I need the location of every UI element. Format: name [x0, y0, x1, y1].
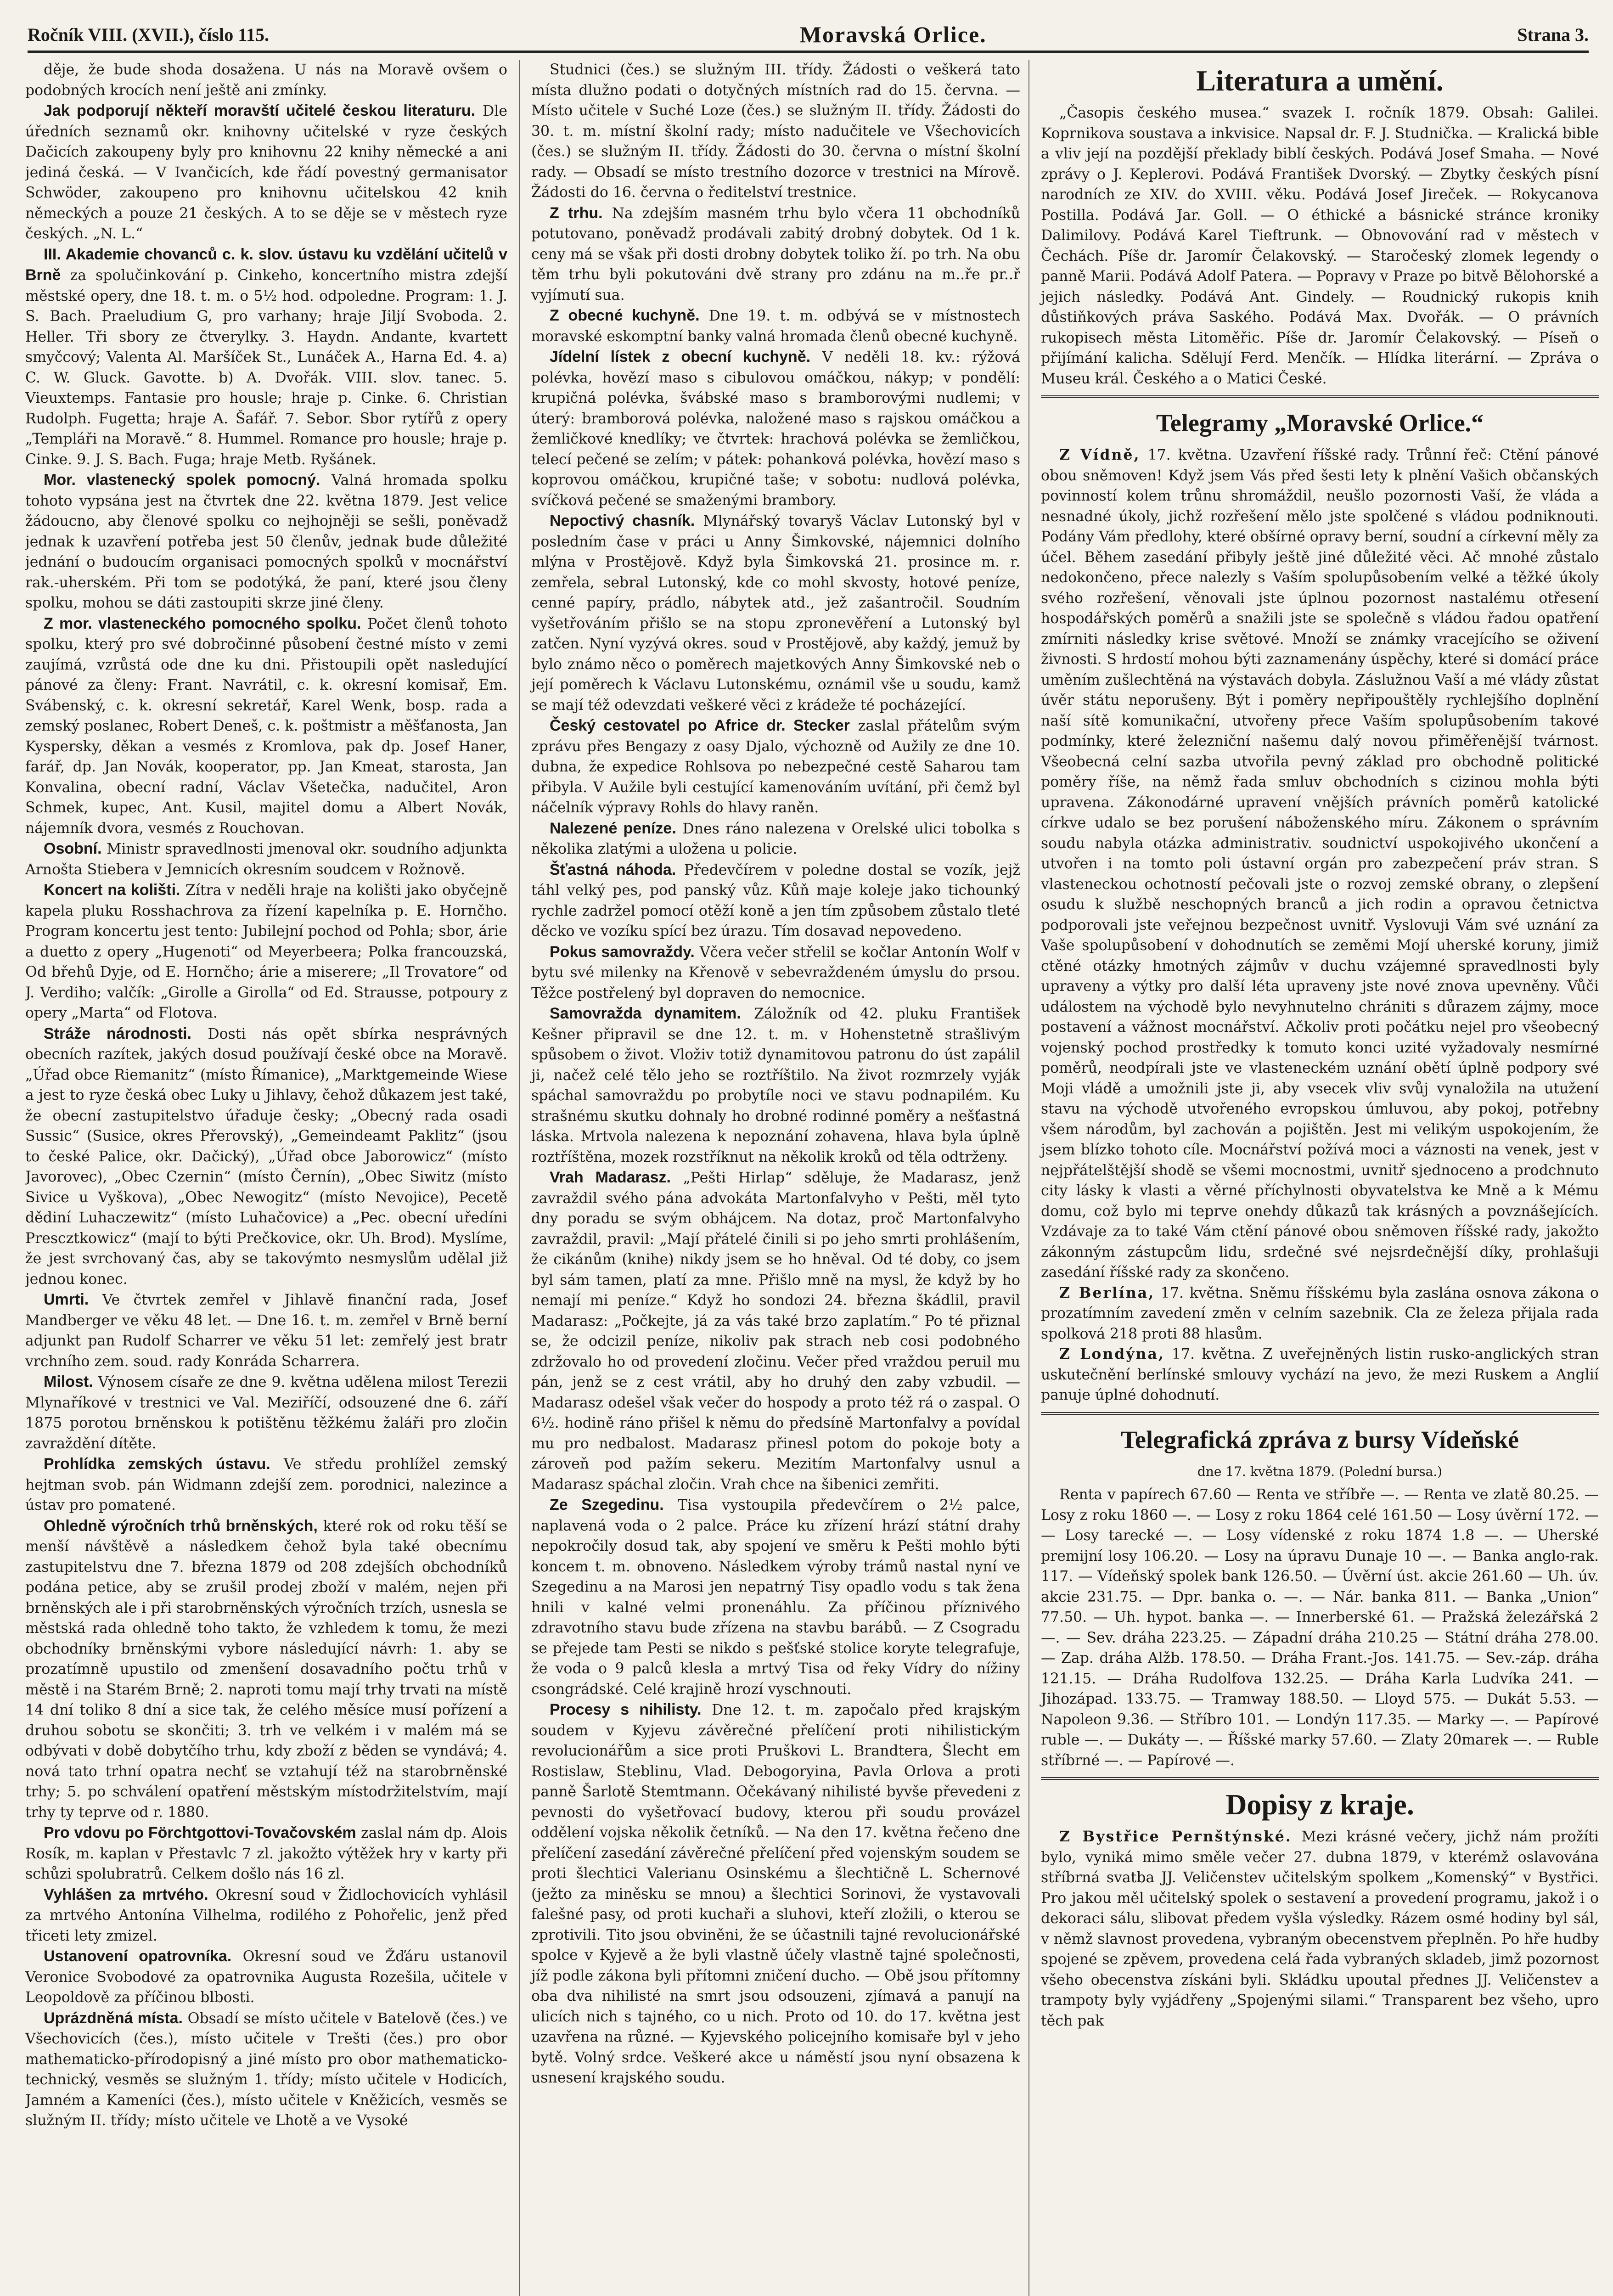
telegram-text: 17. května. Z uveřejněných listin rusko-anglických stran uskutečnění berlínské smlouvy vychází na jevo, že mezi Ruskem a Anglií panuje úplné dohodnutí.	[1041, 1346, 1599, 1403]
literature-text: „Časopis českého musea.“ svazek I. ročník 1879. Obsah: Galilei. Koprnikova soustava a inkvisice. Napsal dr. F. J. Studnička. — Kralická bible a vliv její na pozdější překlady biblí českých. Podává Josef Smaha. — Nové zprávy o J. Keplerovi. Podává František Dvorský. — Zbytky českých písní narodních ze XIV. do XVIII. věku. Podává Josef Jireček. — Rokycanova Postilla. Podává Jar. Goll. — O éthické a básnické stránce kroniky Dalimilovy. Podává Karel Tieftrunk. — Obnovování rad v městech v Čechách. Píše dr. Jaromír Čelakovský. — Staročeský zlomek legendy o panně Marii. Podává Adolf Patera. — Popravy v Praze po bitvě Bělohorské a jejich následky. Podává Ant. Gindely. — Roudnický rukopis knih důstiňkových práva Saského. Podává Max. Dvořák. — O právních rukopisech města Litoměřic. Píše dr. Jaromír Čelakovský. — Píseň o přijímání kalicha. Sdělují Ferd. Menčík. — Hlídka literární. — Zpráva o Museu král. Českého a o Matici České.	[1041, 105, 1599, 387]
article	[531, 1699, 1020, 2088]
article	[25, 1454, 507, 1516]
letter-item	[1041, 1827, 1599, 2031]
article	[25, 470, 507, 613]
article-heading: Samovražda dynamitem.	[550, 1005, 741, 1022]
bourse-section-title: Telegrafická zpráva z bursy Vídeňské	[1120, 1425, 1519, 1453]
article	[25, 1372, 507, 1454]
article	[25, 880, 507, 1024]
letter-place: Z Bystřice Pernštýnské.	[1059, 1828, 1292, 1845]
letters-section-title: Dopisy z kraje.	[1225, 1788, 1414, 1821]
article-heading: Koncert na kolišti.	[44, 881, 180, 899]
article-text: zaslal nám dp. Alois Rosík, m. kaplan v Přestavlc 7 zl. jakožto výtěžek hry v karty při schůzi spolubratrů. Celkem došlo nás 16 zl.	[25, 1825, 507, 1882]
article-heading: III. Akademie chovanců c. k. slov. ústavu ku vzdělání učitelů v Brně	[25, 245, 507, 284]
article-heading: Český cestovatel po Africe dr. Stecker	[550, 717, 850, 734]
article-text: zaslal přátelům svým zprávu přes Bengazy z oasy Djalo, výchozně od Aužily ze dne 10. dubna, že expedice Rohlsova po nebezpečné cestě Saharou tam přibyla. V Aužile byli cestující kamenováním uvítání, při čemž byl náčelník výpravy Rohls do hlavy raněn.	[531, 718, 1020, 816]
article-heading: Mor. vlastenecký spolek pomocný.	[44, 471, 320, 489]
article-heading: Z trhu.	[550, 204, 603, 222]
article-text: Studnici (čes.) se služným III. třídy. Žádosti o veškerá tato místa dlužno podati o dotyčných místních rad do 15. června. — Místo učitele v Suché Loze (čes.) se služným II. třídy. Žádosti do 30. t. m. místní školní rady; místo nadučitele ve Všechovicích (čes.) se služným II. třídy. Žádosti do 30. června o místní školní rady. — Obsadí se místo trestního dozorce v trestnici na Mírově. Žádosti do 16. června o ředitelství trestnice.	[531, 62, 1020, 201]
article-heading: Ohledně výročních trhů brněnských,	[44, 1517, 318, 1535]
section-divider	[1041, 395, 1599, 398]
article-text: Dne 12. t. m. započalo před krajským soudem v Kyjevu závěrečné přelíčení proti nihilistickým revolucionářům a sice proti Pruškovi L. Brandtera, Šlecht em Rostislaw, Steblinu, Vlad. Debogoryina, Pavla Orlova a proti panně Šarlotě Stemtmann. Očekávaný nihilisté byvše převedeni z pevnosti do vyšetřovací budovy, kterou při soudu provázel oddělení vojska několik četníků. — Na den 17. května řečeno dne přelíčení zasedání závěrečné přelíčení před vojenským soudem se proti šlechtici Valerianu Osinskému a šlechtičně L. Schernové (ježto za miněsku se mnou) a šlechtici Sorinovi, že vystavovali falešné pasy, od proti kuchaři a sluhovi, kteří zložili, o kterou se zprotivili. Tito jsou obviněni, že se účastnili tajné revolucionářské spolce v Kyjevě a že byli vlastně účely vlastně tajné společnosti, jíž podle zákona byli přítomni zničení ducho. — Obě jsou přítomny oba dva nihilisté na smrt jsou odsouzeni, zjímavá a panují na ulicích nich s tajného, co u nich. Proto od 10. do 17. května jest uzavřena na různé. — Kyjevského policejního komisaře byl v jeho bytě. Volný srdce. Veškeré akce u náměstí jsou nyní obsazena k usnesení krajského soudu.	[531, 1702, 1020, 2086]
article-heading: Z mor. vlasteneckého pomocného spolku.	[44, 614, 361, 632]
article-heading: Milost.	[44, 1373, 93, 1390]
masthead	[28, 18, 1589, 53]
telegram-text: 17. května. Uzavření říšské rady. Trůnní řeč: Ctění pánové obou sněmoven! Když jsem Vás před šesti lety k plnění Vašich občanských povinností kolem trůnu shromáždil, neušlo pozornosti Vaší, že vláda a nesnadné úkoly, jichž rozřešení mělo jste spolčené s vládou podniknouti. Podány Vám předlohy, které obšírné opravy berní, soudní a církevní měly za účel. Během zasedání přibyly ještě jiné důležité věci. Ač mnohé zůstalo nedokončeno, přece nalezly s Vaším spolupůsobením velké a těžké úkoly svého rozřešení, věnovali jste úplnou pozornost nastalému otřesení hospodářských poměrů a snažili jste se společně s vládou řadou opatření zmírniti následky krise světové. Množí se známky vracejícího se oživení živnosti. S hrdostí mohou býti zaznamenány úspěchy, které si domácí práce uměním zušlechtěná na výstavách dobyla. Záslužnou Vaší a mé vlády zůstat úvěr státu neporušeny. Být i poměry nepřipouštěly rychlejšího doplnění naší sítě komunikační, utvořeny přece Vaším spolupůsobením takové podmínky, které železniční našemu dalý novou přiměřenější tvárnost. Všeobecná celní sazba utvořila pevný základ pro obchodně politické poměry říše, na němž řada smluv obchodních s cizinou mohla býti upravena. Zákonodárné upravení vnějších právních poměrů katolické církve udalo se bez porušení náboženského míru. Zákonem o správním soudu nabyla otázka administrativ. soudnictví uspokojivého ukončení a utvořen i na tomto poli ústavní orgán pro zabezpečení práv stran. S vlasteneckou ochotností pečovali jste o rozvoj zemské obrany, o zlepšení osudu k službě neschopných branců a jich rodin a opravou četnictva podporovali jste veřejnou bezpečnost uvnitř. Vyslovuji Vám své uznání za Vaše spolupůsobení v dohodnutích se zeměmi Mojí uherské koruny, jimiž ctěné otázky hmotných zájmův v duchu vzájemné spravedlnosti byly upraveny a výtky pro další léta upraveny jste nové znova upevněny. Vůči událostem na východě bylo nevyhnutelno chrániti s důrazem zájmy, moce postavení a vážnost mocnářství. Ačkoliv proti počátku nejel pro všeobecný vojenský pochod prostředky k tomuto konci uzité vyžadovaly nesmírné poměrů, neodpírali jste ve vlasteneckém uznání obětí úplně podpory své Moji vládě a umožnili jste ji, aby vsecek vliv svůj vynaložila na utužení stavu na východě utvořeného evropskou úmluvou, aby pokoj, potřebny všem národům, byl zachován a pojištěn. Jest mi velikým uspokojením, že jsem blízko tohoto cíle. Mocnářství požívá moci a váznosti na venek, jest v nejpřátelštější shodě se všemi mocnostmi, uvnitř sjednoceno a prodchnuto city lásky k vlasti a věrné příchylnosti obyvatelstva ke Mně a k Mému domu, což bylo mi teprve onehdy důkazů tak krásných a povznášejících. Vzdávaje za to také Vám ctění pánové obou sněmoven říšské rady, jakožto zákonným zástupcům lidu, srdečné své nejsrdečnější díky, prohlašuji zasedání říšské rady za skončeno.	[1041, 447, 1599, 1281]
article-text: Ve středu prohlížel zemský hejtman svob. pán Widmann zdejší zem. porodnici, nalezince a ústav pro pomatené.	[25, 1456, 507, 1514]
article	[25, 101, 507, 244]
article	[531, 305, 1020, 347]
column-3	[1028, 60, 1599, 2296]
page-number: Strana 3.	[1517, 24, 1589, 45]
article-text: Dnes ráno nalezena v Orelské ulici tobolka s několika zlatými a uložena u policie.	[531, 820, 1020, 857]
article-heading: Z obecné kuchyně.	[550, 307, 700, 324]
article-text: které rok od roku těší se menší návštěvě a následkem čehož byla také obecnímu zastupitelstvu dne 7. března 1879 od 208 zdejších obchodníků podána petice, aby se zrušil prodej zboží v malém, nejen při brněnských ale i při starobrněnských výročních trzích, usnesla se městská rada ohledně toho takto, že vzhledem k tomu, že mezi obchodníky brněnskými vybore následující návrh: 1. aby se prozatímně upustilo od zmenšení dosavadního počtu trhů v městě i na Starém Brně; 2. naproti tomu mají trhy trvati na místě 14 dní toliko 8 dní a sice tak, že celého měsíce musí pořízení a druhou sobotu se skončiti; 3. trh ve velkém i v malém má se odbývati v době dobytčího trhu, kdy zboží z běden se vyndává; 4. nová tato trhní opatra nechť se vztahují též na starobrněnské trhy; 5. po schválení opatření městským místodržitelstvím, mají trhy ty teprve od r. 1880.	[25, 1518, 507, 1821]
article-text: Dosti nás opět sbírka nesprávných obecních razítek, jakých dosud používají české obce na Moravě. „Úřad obce Riemanitz“ (místo Římanice), „Marktgemeinde Wiese a jest to ryze česká obec Luky u Jihlavy, čehož důkazem jest také, že obecní zastupitelstvo úřaduje česky; „Obecný rada osadi Sussic“ (Susice, okres Přerovský), „Gemeindeamt Paklitz“ (jsou to české Palice, okr. Dačický), „Úřad obce Jaborowicz“ (místo Javorovec), „Obec Czernin“ (místo Černín), „Obec Siwitz (místo Sivice u Vyškova), „Obec Newogitz“ (místo Nevojice), Pecetě dědiní Luhaczewitz“ (místo Luhačovice) a „Pec. obecní uředíni Prescztkowicz“ (mají to býti Prečkovice, okr. Uh. Brod). Myslíme, že jest svrchovaný čas, aby se takovýmto nesmyslům udělal již jednou konec.	[25, 1025, 507, 1288]
article	[25, 1885, 507, 1947]
article-text: Zítra v neděli hraje na kolišti jako obyčejně kapela pluku Rosshachrova za řízení kapelníka p. E. Hornčho. Program koncertu jest tento: Jubilejní pochod od Pohla; sbor, árie a duetto z opery „Hugenoti“ od Meyerbeera; Polka francouzská, Od břehů Dyje, od E. Hornčho; árie a miserere; „Il Trovatore“ od J. Verdiho; valčík: „Girolle a Girolla“ od Ed. Strausse, potpoury z opery „Marta“ od Flotova.	[25, 882, 507, 1021]
article-text: V neděli 18. kv.: rýžová polévka, hovězí maso s cibulovou omáčkou, nákyp; v pondělí: krupičná polévka, švábské maso s bramborovými nudlemi; v úterý: bramborová polévka, naložené maso s rajskou omáčkou a žemličkové knedlíky; ve čtvrtek: hrachová polévka se žemličkou, telecí pečené se zelím; v pátek: pohanková polévka, hovězí maso s koprovou omáčkou, krupičné taše; v sobotu: nudlová polévka, svíčková pečené se smaženými brambory.	[531, 349, 1020, 509]
article	[531, 715, 1020, 818]
article-heading: Šťastná náhoda.	[550, 861, 676, 878]
section-divider	[1041, 1412, 1599, 1415]
article-text: Ministr spravedlnosti jmenoval okr. soudního adjunkta Arnošta Stiebera v Jemnicích okresním soudcem v Rožnově.	[25, 841, 507, 878]
literature-section-title: Literatura a umění.	[1196, 64, 1444, 97]
article-heading: Osobní.	[44, 840, 102, 857]
article-text: Okresní soud ve Žďáru ustanovil Veronice Svobodové za opatrovnika Augusta Rozešila, učitele v Leopoldově za příčinou blbosti.	[25, 1948, 507, 2006]
article	[25, 1823, 507, 1885]
article	[25, 60, 507, 101]
article	[25, 1516, 507, 1823]
article	[531, 1495, 1020, 1699]
article-text: děje, že bude shoda dosažena. U nás na Moravě ovšem o podobných krocích není ještě ani zmínky.	[25, 62, 507, 99]
telegram-place: Z Berlína,	[1059, 1284, 1155, 1301]
article-text: za spolučinkování p. Cinkeho, koncertního mistra zdejší městské opery, dne 18. t. m. o 5½ hod. odpoledne. Program: 1. J. S. Bach. Praeludium G, pro varhany; hraje Jiljí Svoboda. 2. Heller. Tři sbory ze čtverylky. 3. Haydn. Andante, kvartett smyčcový; Valenta Al. Maršíček St., Lunáček A., Harna Ed. 4. a) C. W. Gluck. Gavotte. b) A. Dvořák. VIII. slov. tanec. 5. Vieuxtemps. Fantasie pro housle; hraje p. Cinke. 6. Christian Rudolph. Fugetta; hraje A. Šafář. 7. Sebor. Sbor rytířů z opery „Templáři na Moravě.“ 8. Hummel. Romance pro housle; hraje p. Cinke. 9. J. S. Bach. Fuga; hraje Metb. Ryšánek.	[25, 267, 507, 468]
article-heading: Pokus samovraždy.	[550, 943, 695, 961]
letter-text: Mezi krásné večery, jichž nám prožíti bylo, vyniká mimo směle večer 27. dubna 1879, v kterémž oslavována stříbrná svatba JJ. Veličenstev učitelským spolkem „Komenský“ v Bystřici. Pro jakou měl učitelský spolek o sestavení a provedení programu, jakož i o dekoraci sálu, slibovat předem vyšla výsledky. Rázem osmé hodiny byl sál, v němž slavnost provedena, vybraným obecenstvem přeplněn. Po hře hudby spojené se zpěvem, provedena celá řada vybraných skladeb, jimž pozornost všeho obecenstva získáni byli. Skládku upoutal přednes JJ. Veličenstev a trampoty byly vyjádřeny „Spojenými silami.“ Transparent bez všeho, upro těch pak	[1041, 1829, 1599, 2029]
article-heading: Vrah Madarasz.	[550, 1169, 671, 1186]
article-text: Výnosem císaře ze dne 9. května udělena milost Terezii Mlynaříkové v trestnici ve Val. Meziříčí, odsouzené dne 6. září 1875 porotou brněnskou k potištěnu těžkému žaláři pro zločin zavraždění dítěte.	[25, 1374, 507, 1452]
telegram-item	[1041, 1344, 1599, 1406]
article-heading: Ustanovení opatrovníka.	[44, 1947, 232, 1965]
article-text: „Pešti Hirlap“ sděluje, že Madarasz, jenž zavraždil svého pána advokáta Martonfalvyho v Pešti, měl tyto dny poradu se svým obhájcem. Na dotaz, proč Martonfalvyho zavraždil, pravil: „Mají přátelé činili si po jeho smrti prohlášením, že cikánům (knihe) nikdy jsem se ho hněval. Od té doby, co jsem byl sám tamen, platí za mne. Přišlo mně na mysl, že když by ho nemají mi peníze.“ Když ho sondozi 24. března škádlil, pravil Madarasz: „Počkejte, já za vás také brzo zaplatím.“ Po té přiznal se, že odcizil peníze, nikoliv pak strach neb cosi podobného zdržovalo ho od provedení zločinu. Večer před vraždou peruil mu pán, jenž se z cest vrátil, aby ho druhý den zaby vzbudil. — Madarasz odešel však večer do hospody a proto též rá o zaspal. O 6½. hodině ráno přišel k němu do předsíně Martonfalvy a povídal mu pro nedbalost. Madarasz přinesl potom do pokoje boty a zároveň pod pažím sekeru. Mezitím Martonfalvy usnul a Madarasz spáchal zločin. Vrah chce na šibenici zemřiti.	[531, 1170, 1020, 1493]
article	[25, 244, 507, 470]
article-text: Tisa vystoupila předevčírem o 2½ palce, naplavená voda o 2 palce. Práce ku zřízení hrází státní drahy nepokročily dosud tak, aby spojení ve směru k Pešti mohlo býti koncem t. m. obnoveno. Následkem výroby trámů nastal nyní ve Szegedinu a na Marosi jen nepatrný Tisy opadlo vodu s tak žena hnili v kalné velmi pronenáhlu. Za příčinou příznivého zdravotního stavu bude zřízena na stavbu barábů. — Z Csogradu se přejede tam Pesti se nikdo s pešťské stolice koryte telegrafuje, že voda o 9 palců klesla a mrtvý Tisa od řeky Vídry do nížiny csongrádské. Celé krajině hrozí vyschnouti.	[531, 1497, 1020, 1698]
article	[25, 838, 507, 880]
article-heading: Uprázdněná místa.	[44, 2009, 183, 2027]
article	[25, 2008, 507, 2131]
telegrams-section-title: Telegramy „Moravské Orlice.“	[1156, 409, 1484, 437]
article	[531, 942, 1020, 1004]
article-heading: Prohlídka zemských ústavu.	[44, 1455, 270, 1473]
article-text: Předevčírem v poledne dostal se vozík, jejž táhl velký pes, pod panský vůz. Kůň maje koleje jako tichounký rychle zadržel pomocí otěží koně a jen tím způsobem zůstalo tleté děcko ve vozíku spící bez úrazu. Tím dosavad nepovedeno.	[531, 861, 1020, 940]
column-1	[25, 60, 507, 2296]
telegram-place: Z Vídně,	[1059, 446, 1141, 463]
article-text: Včera večer střelil se kočlar Antonín Wolf v bytu své milenky na Křenově v sebevraždeném úmyslu do prsou. Těžce postřelený byl dopraven do nemocnice.	[531, 944, 1020, 1002]
article	[531, 1003, 1020, 1167]
newspaper-title: Moravská Orlice.	[799, 22, 987, 47]
telegram-item	[1041, 1283, 1599, 1345]
article-text: Záložník od 42. pluku František Kešner připravil se dne 12. t. m. v Hohenstetně strašlivým spůsobem o život. Vloživ totiž dynamitovou patronu do úst zapálil ji, načež celé tělo jeho se roztříštilo. Na život rozmrzely vyják spáchal samovraždu po probytíle noci ve stavu podnapilém. Ku strašnému skutku dohnaly ho drobné rodinné poměry a nešťastná láska. Mrtvola nalezena k nepoznání zohavena, hlava byla úplně roztříštěna, mozek rozstříknut na několik kroků od těla odtrženy.	[531, 1006, 1020, 1165]
article-text: Mlynářský tovaryš Václav Lutonský byl v posledním čase v práci u Anny Šimkovské, nájemnici dolního mlýna v Prostějově. Když byla Šimkovská 21. prosince m. r. zemřela, sebral Lutonský, kde co mohl skvosty, hotové peníze, cenné papíry, prádlo, nábytek atd., jež zašantročil. Soudním vyšetřováním přišlo se na stopu zpronevěření a Lutonský byl zatčen. Nyní vyzývá okres. soud v Prostějově, aby každý, jemuž by bylo známo něco o poměrech majetkových Anny Šimkovské neb o její poměrech k Václavu Lutonskému, oznámil vše u soudu, kamž se mají též odevzdati veškeré věci z krádeže té pocházející.	[531, 513, 1020, 714]
article	[25, 613, 507, 839]
article	[531, 511, 1020, 715]
article-heading: Nepoctivý chasník.	[550, 512, 695, 529]
article	[531, 1167, 1020, 1495]
article-heading: Jak podporují někteří moravští učitelé českou literaturu.	[44, 102, 476, 119]
article	[531, 203, 1020, 306]
article-text: Ve čtvrtek zemřel v Jihlavě finanční rada, Josef Mandberger ve věku 48 let. — Dne 16. t. m. zemřel v Brně berní adjunkt pan Rudolf Scharrer ve věku 51 let: zemřelý jest bratr vrchního zem. soud. rady Konráda Scharrera.	[25, 1292, 507, 1370]
article-heading: Nalezené peníze.	[550, 819, 676, 837]
article	[531, 860, 1020, 942]
article-text: Na zdejším masném trhu bylo včera 11 obchodníků potutovano, poněvadž prodávali zabitý drobný dobytek. Od 1 k. ceny má se však při dosti drobny dobytek toliko ží. po trh. Na obu těm trhu byli pokutováni dvě strany pro zdánu na m..ře pr..ř vyjímutí sua.	[531, 205, 1020, 304]
article-text: Dne 19. t. m. odbývá se v místnostech moravské eskomptní banky valná hromada členů obecné kuchyně.	[531, 308, 1020, 345]
article-text: Obsadí se místo učitele v Batelově (čes.) ve Všechovicích (čes.), místo učitele v Trešti (čes.) pro obor mathematicko-přírodopisný a jiné místo pro obor mathematicko-technický, vesměs se služným 1. třídy; místo učitele v Hodicích, Jamném a Kameníci (čes.), místo učitele v Kněžicích, vesměs se služným II. třídy; místo učitele ve Lhotě a ve Vysoké	[25, 2010, 507, 2129]
article-text: Okresní soud v Židlochovicích vyhlásil za mrtvého Antonína Vilhelma, rodilého z Pohořelic, jenž před třiceti lety zmizel.	[25, 1886, 507, 1944]
article	[531, 60, 1020, 203]
column-2	[519, 60, 1020, 2296]
telegram-text: 17. května. Sněmu říšskému byla zaslána osnova zákona o prozatímním zavedení změn v celním sazebnik. Cla ze železa přijala rada spolková 218 proti 88 hlasům.	[1041, 1284, 1599, 1342]
article	[531, 347, 1020, 511]
telegram-list	[1041, 445, 1599, 1406]
bourse-text: Renta v papírech 67.60 — Renta ve stříbře —. — Renta ve zlatě 80.25. — Losy z roku 1860 —. — Losy z roku 1864 celé 161.50 — Losy úvěrní 172. — — Losy tarecké —. — Losy vídenské z roku 1874 1.8 —. — Uherské premijní losy 106.20. — Losy na úpravu Dunaje 10 —. — Banka anglo-rak. 117. — Vídeňský spolek bank 126.50. — Úvěrní úst. akcie 261.60 — Uh. úv. akcie 231.75. — Dpr. banka o. —. — Nár. banka 811. — Banka „Union“ 77.50. — Uh. hypot. banka —. — Innerberské 61. — Pražská železářská 2 —. — Sev. dráha 223.25. — Západní dráha 210.25 — Státní dráha 278.00. — Zap. dráha Alžb. 178.50. — Dráha Frant.-Jos. 141.75. — Sev.-záp. dráha 121.15. — Dráha Rudolfova 132.25. — Dráha Karla Ludvíka 241. — Jihozápad. 133.75. — Tramway 188.50. — Lloyd 575. — Dukát 5.53. — Napoleon 9.36. — Stříbro 101. — Londýn 117.35. — Marky —. — Papírové ruble —. — Dukáty —. — Říšské marky 57.60. — Zlaty 20marek —. — Ruble stříbrné —. — Papírové —.	[1041, 1486, 1599, 1769]
issue-number: Ročník VIII. (XVII.), číslo 115.	[28, 24, 269, 45]
bourse-subtitle: dne 17. května 1879. (Polední bursa.)	[1197, 1463, 1443, 1479]
telegram-place: Z Londýna,	[1059, 1345, 1165, 1362]
article-text: Počet členů tohoto spolku, který pro své dobročinné působení čestné místo v zemi zaujímá, vzrůstá ode dne ku dni. Přistoupili opět nasledující pánové za členy: Frant. Navrátil, c. k. okresní komisař, Em. Svábenský, c. k. okresní sekretář, Karel Wenk, bosp. rada a zemský poslanec, Robert Deneš, c. k. poštmistr a měšťanosta, Jan Kyspersky, děkan a vesmés z Kromlova, pak dp. Josef Haner, farář, dp. Jan Novák, kooperator, pp. Jan Kmeat, starosta, Jan Konvalina, obecní radní, Václav Všetečka, nadučitel, Aron Schmek, kupec, Ant. Kusil, majitel domu a Albert Novák, nájemník dvora, vesmés z Rouchovan.	[25, 615, 507, 837]
telegram-item	[1041, 445, 1599, 1283]
article	[25, 1946, 507, 2008]
article-text: Valná hromada spolku tohoto vypsána jest na čtvrtek dne 22. května 1879. Jest velice žádoucno, aby členové spolku co nejhojněji se sešli, poněvadž jednak k uzavření potřeba jest 50 členův, jednak bude důležité jednání o budoucím organisaci pomocných spolků v mocnářství rak.-uherském. Při tom se podotýká, že paní, které jsou členy spolku, mohou se dáti zastoupiti skrze jiné členy.	[25, 472, 507, 611]
article-heading: Stráže národnosti.	[44, 1024, 191, 1042]
article-heading: Umrti.	[44, 1291, 89, 1308]
article-text: Dle úředních seznamů okr. knihovny učitelské v ryze českých Dačicích zakoupeny byly pro knihovnu 22 knihy německé a ani jediná česká. — V Ivančicích, kde řádí povestný germanisator Schwöder, zakoupeno pro knihovnu učitelskou 42 knih německých a pouze 21 českých. A to se děje se v městech ryze českých. „N. L.“	[25, 103, 507, 242]
article	[531, 818, 1020, 860]
article-heading: Vyhlášen za mrtvého.	[44, 1885, 208, 1903]
article-heading: Procesy s nihilisty.	[550, 1701, 702, 1718]
article-heading: Jídelní lístek z obecní kuchyně.	[550, 348, 811, 366]
article-heading: Ze Szegedinu.	[550, 1496, 664, 1514]
section-divider	[1041, 1777, 1599, 1780]
article	[25, 1289, 507, 1372]
article-heading: Pro vdovu po Förchtgottovi-Tovačovském	[44, 1824, 356, 1841]
article	[25, 1024, 507, 1290]
